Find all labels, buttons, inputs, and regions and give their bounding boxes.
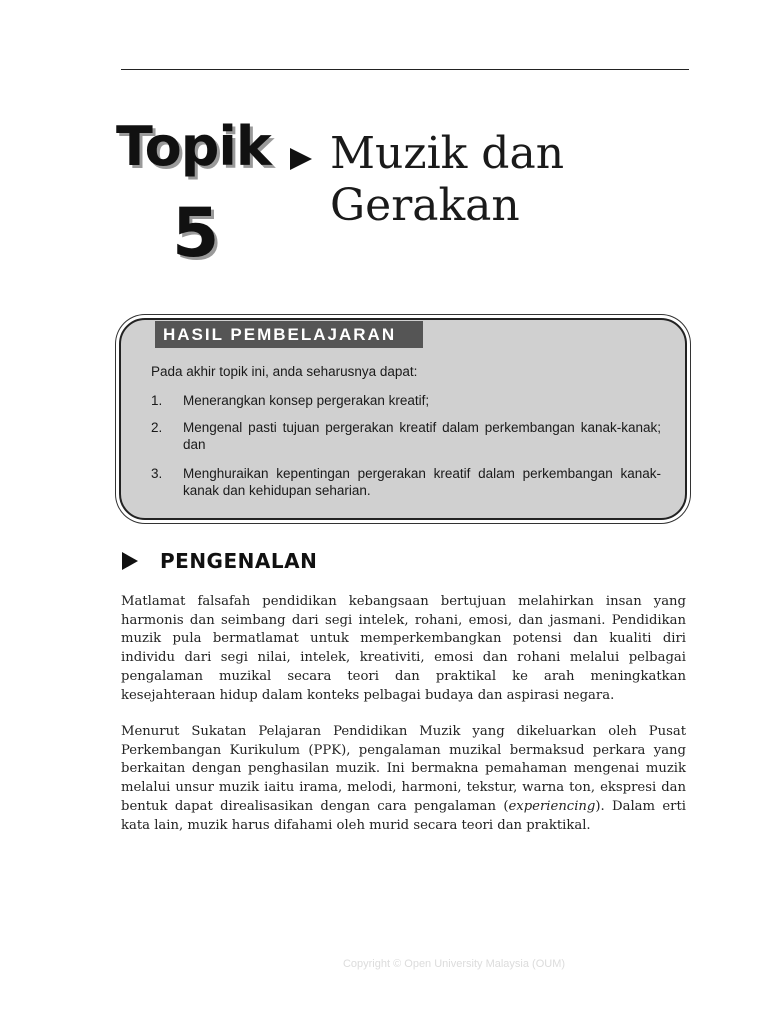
learning-outcomes-label: HASIL PEMBELAJARAN [155, 321, 423, 348]
italic-term: experiencing [508, 798, 596, 814]
triangle-arrow-icon [122, 552, 138, 570]
chapter-title-line-1: Muzik dan [330, 128, 565, 179]
learning-outcome-item [151, 465, 661, 499]
body-paragraph [121, 723, 686, 835]
paragraph-text: Menurut Sukatan Pelajaran Pendidikan Muzik yang dikeluarkan oleh Pusat Perkembangan Kurikulum (PPK), pengalaman muzikal bermaksud perkara yang berkaitan dengan penghasilan muzik. Ini bermakna pemahaman mengenai muzik melalui unsur muzik iaitu irama, melodi, harmoni, tekstur, warna ton, ekspresi dan bentuk dapat direalisasikan dengan cara pengalaman ( [121, 724, 686, 814]
copyright-footer: Copyright © Open University Malaysia (OUM) [342, 958, 566, 970]
body-paragraph: Matlamat falsafah pendidikan kebangsaan bertujuan melahirkan insan yang harmonis dan seimbang dari segi intelek, rohani, emosi, dan jasmani. Pendidikan muzik pula bermatlamat untuk memperkembangkan potensi dan kualiti diri individu dari segi nilai, intelek, kreativiti, emosi dan rohani melalui pelbagai pengalaman muzikal secara teori dan praktikal ke arah meningkatkan kesejahteraan hidup dalam konteks pelbagai budaya dan aspirasi negara. [121, 594, 686, 703]
chapter-title-line-2: Gerakan [330, 180, 520, 231]
learning-outcome-number: 3. [151, 466, 163, 481]
learning-outcome-text: Mengenal pasti tujuan pergerakan kreatif dalam perkembangan kanak-kanak; dan [183, 420, 661, 452]
learning-outcome-number: 2. [151, 420, 163, 435]
chapter-title [330, 128, 660, 232]
learning-outcome-text: Menerangkan konsep pergerakan kreatif; [183, 393, 430, 408]
learning-outcome-item [151, 419, 661, 453]
top-rule [121, 69, 689, 70]
learning-outcomes-intro: Pada akhir topik ini, anda seharusnya dapat: [151, 364, 418, 379]
learning-outcome-text: Menghuraikan kepentingan pergerakan kreatif dalam perkembangan kanak-kanak dan kehidupan seharian. [183, 466, 661, 498]
learning-outcome-number: 1. [151, 393, 163, 408]
triangle-arrow-icon [290, 148, 312, 170]
topic-label: Topik [116, 115, 271, 178]
paragraph-text: ). Dalam erti kata lain, muzik harus difahami oleh murid secara teori dan praktikal. [121, 798, 686, 833]
topic-number: 5 [172, 194, 220, 273]
section-heading: PENGENALAN [160, 549, 318, 573]
learning-outcome-item [151, 392, 661, 409]
